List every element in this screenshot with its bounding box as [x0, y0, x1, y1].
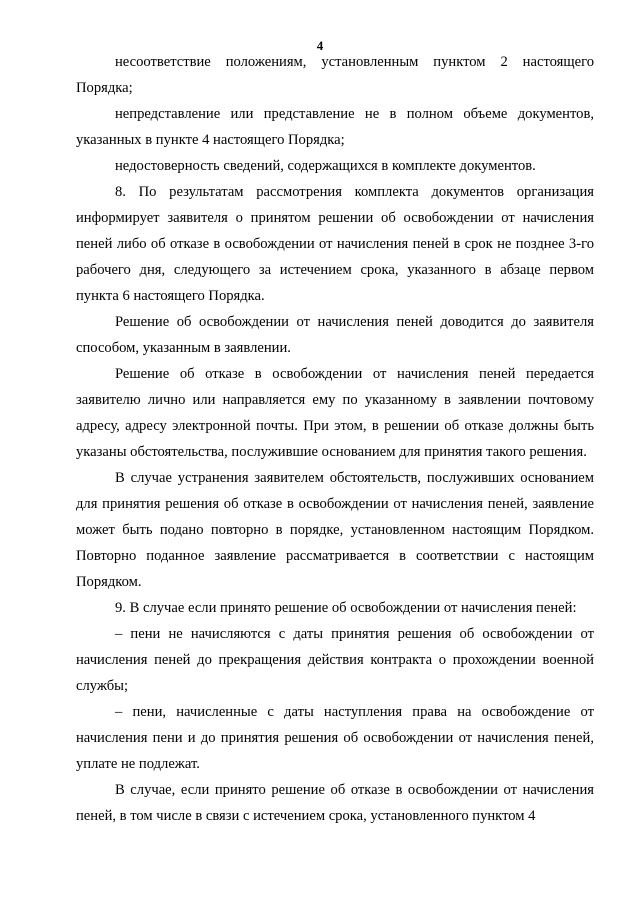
document-body [76, 49, 594, 829]
page-number: 4 [316, 38, 324, 53]
paragraph: В случае устранения заявителем обстоятельств, послуживших основанием для принятия решения об отказе в освобождении от начисления пеней, заявление может быть подано повторно в порядке, установленном настоящим Порядком. Повторно поданное заявление рассматривается в соответствии с настоящим Порядком. [76, 470, 594, 590]
paragraph: недостоверность сведений, содержащихся в комплекте документов. [115, 158, 536, 174]
paragraph: непредставление или представление не в полном объеме документов, указанных в пункте 4 настоящего Порядка; [76, 106, 594, 148]
paragraph: Решение об освобождении от начисления пеней доводится до заявителя способом, указанным в заявлении. [76, 314, 594, 356]
paragraph: – пени не начисляются с даты принятия решения об освобождении от начисления пеней до прекращения действия контракта о прохождении военной службы; [76, 626, 594, 694]
paragraph: Решение об отказе в освобождении от начисления пеней передается заявителю лично или направляется ему по указанному в заявлении почтовому адресу, адресу электронной почты. При этом, в решении об отказе должны быть указаны обстоятельства, послужившие основанием для принятия такого решения. [76, 366, 594, 460]
paragraph: – пени, начисленные с даты наступления права на освобождение от начисления пени и до принятия решения об освобождении от начисления пеней, уплате не подлежат. [76, 704, 594, 772]
paragraph: В случае, если принято решение об отказе в освобождении от начисления пеней, в том числе в связи с истечением срока, установленного пунктом 4 [76, 782, 594, 824]
paragraph: 9. В случае если принято решение об освобождении от начисления пеней: [115, 600, 577, 616]
paragraph: несоответствие положениям, установленным пунктом 2 настоящего Порядка; [76, 54, 594, 96]
paragraph: 8. По результатам рассмотрения комплекта документов организация информирует заявителя о принятом решении об освобождении от начисления пеней либо об отказе в освобождении от начисления пеней в срок не позднее 3-го рабочего дня, следующего за истечением срока, указанного в абзаце первом пункта 6 настоящего Порядка. [76, 184, 594, 304]
